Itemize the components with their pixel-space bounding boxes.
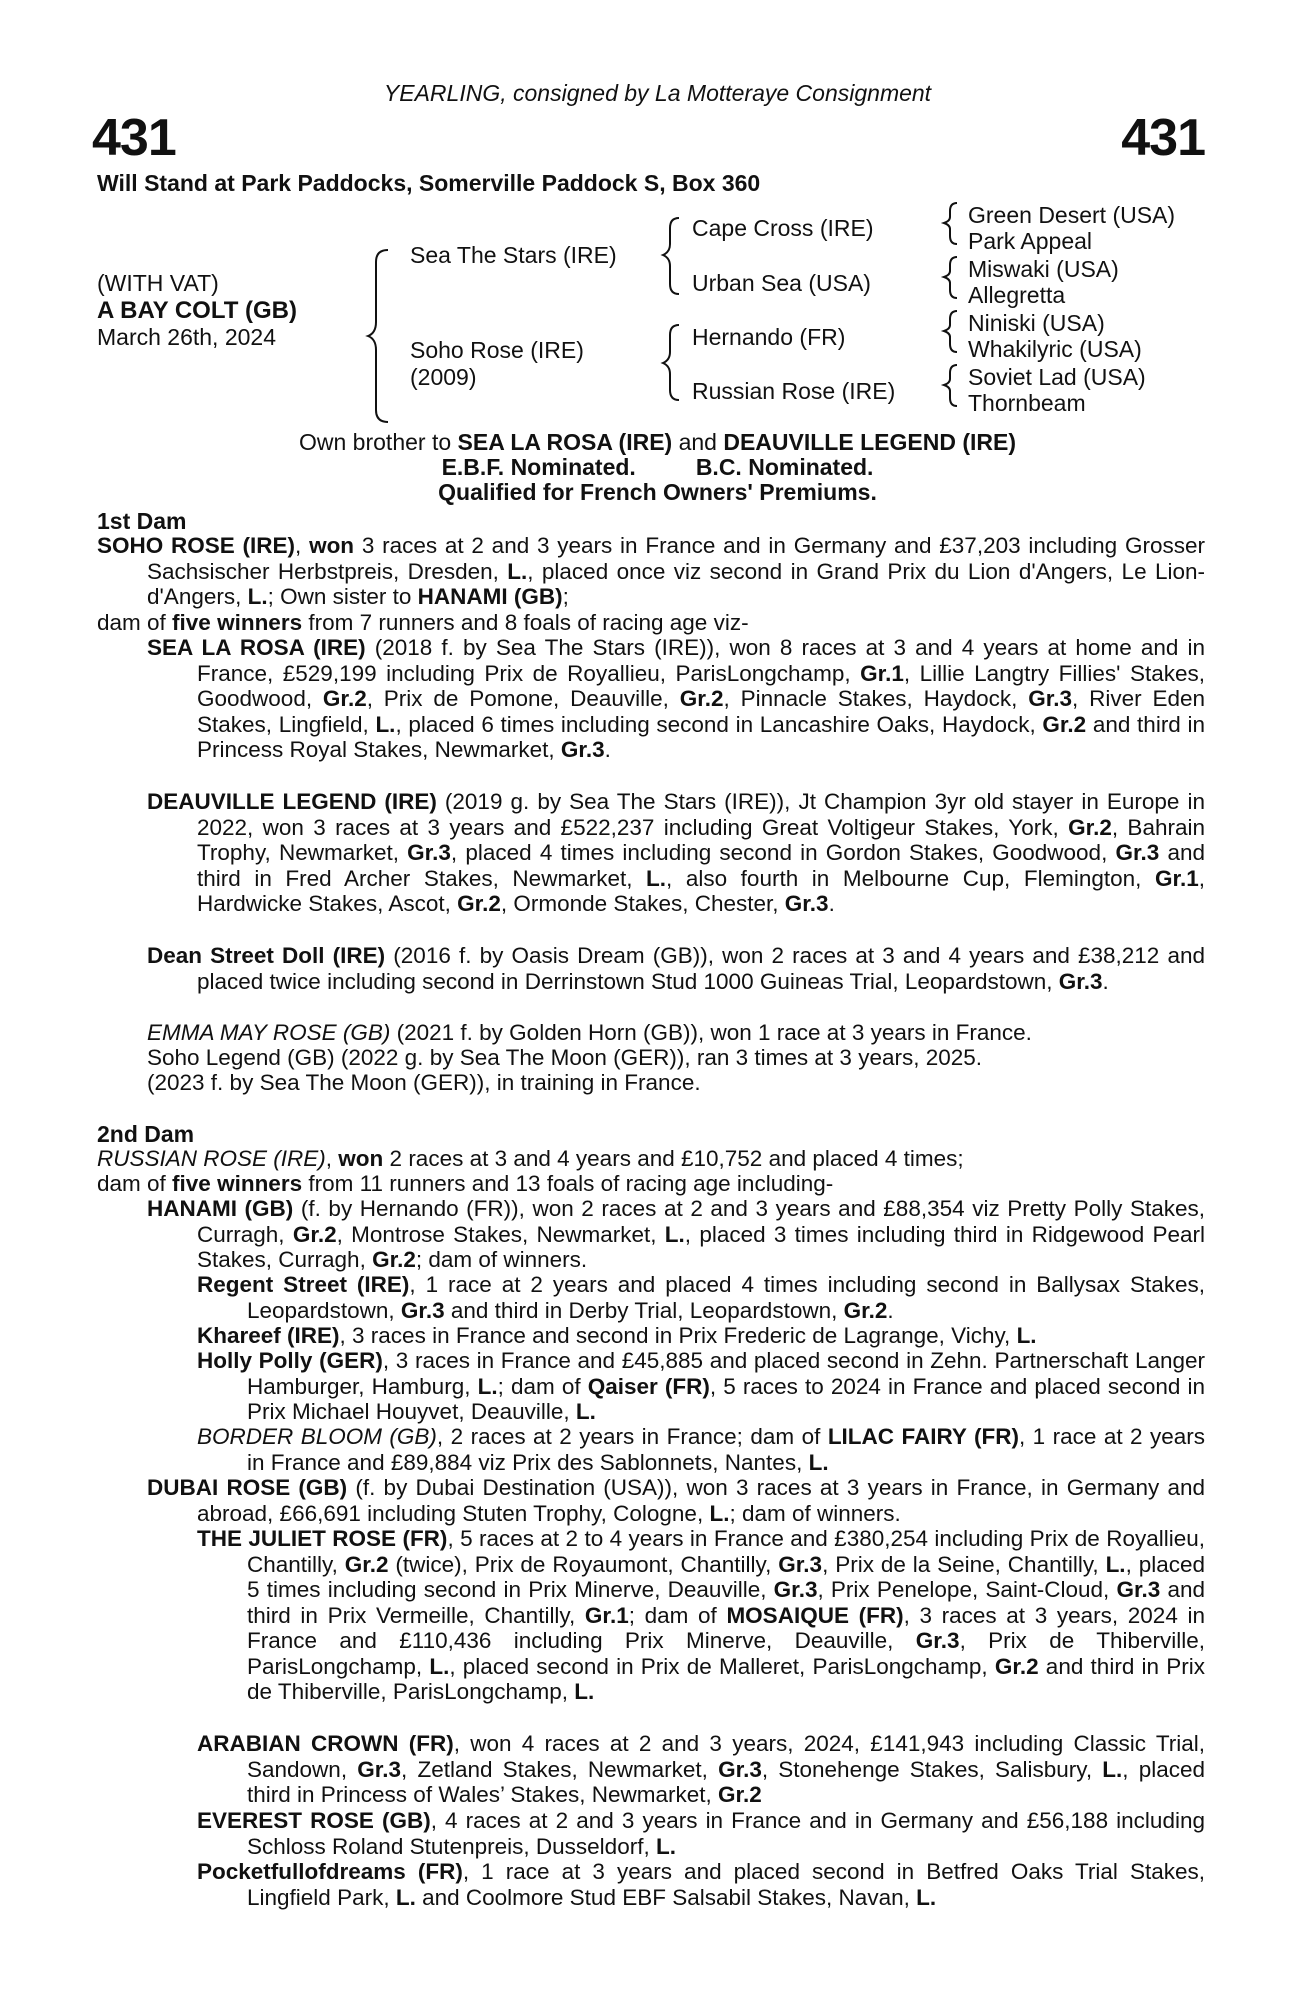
dam: Soho Rose (IRE) [410,337,584,363]
brace-generation-3-b [944,257,957,298]
vat-note: (WITH VAT) [97,270,219,296]
produce-pocketfullofdreams: Pocketfullofdreams (FR), 1 race at 3 years and placed second in Betfred Oaks Trial Stakes, Lingfield Park, L. and Coolmore Stud EBF Salsabil Stakes, Navan, L. [197,1859,1205,1910]
produce-the-juliet-rose: THE JULIET ROSE (FR), 5 races at 2 to 4 years in France and £380,254 including Prix de Royallieu, Chantilly, Gr.2 (twice), Prix de Royaumont, Chantilly, Gr.3, Prix de la Seine, Chantilly, L., placed 5 times including second in Prix Minerve, Deauville, Gr.3, Prix Penelope, Saint-Cloud, Gr.3 and third in Prix Vermeille, Chantilly, Gr.1; dam of MOSAIQUE (FR), 3 races at 3 years, 2024 in France and £110,436 including Prix Minerve, Deauville, Gr.3, Prix de Thiberville, ParisLongchamp, L., placed second in Prix de Malleret, ParisLongchamp, Gr.2 and third in Prix de Thiberville, ParisLongchamp, L. [197,1526,1206,1704]
produce-emma-may-rose: EMMA MAY ROSE (GB) (2021 f. by Golden Horn (GB)), won 1 race at 3 years in France. [147,1020,1032,1045]
produce-regent-street: Regent Street (IRE), 1 race at 2 years and placed 4 times including second in Ballysax Stakes, Leopardstown, Gr.3 and third in Derby Trial, Leopardstown, Gr.2. [197,1272,1205,1323]
brace-generation-3-d [944,365,957,406]
foaling-date: March 26th, 2024 [97,324,277,350]
produce-dean-street-doll: Dean Street Doll (IRE) (2016 f. by Oasis Dream (GB)), won 2 races at 3 and 4 years and £38,212 and placed twice including second in Derrinstown Stud 1000 Guineas Trial, Leopardstown, Gr.3. [147,943,1205,994]
brace-generation-2-top [663,218,679,294]
stand-location: Will Stand at Park Paddocks, Somerville Paddock S, Box 360 [97,170,761,196]
nomination-notes [0,430,1315,505]
consignment-line: YEARLING, consigned by La Motteraye Consignment [383,80,932,106]
first-dam-heading: 1st Dam [97,508,187,534]
dam-year: (2009) [410,364,477,390]
produce-soho-legend: Soho Legend (GB) (2022 g. by Sea The Moon (GER)), ran 3 times at 3 years, 2025. [147,1045,983,1070]
lot-number-left: 431 [92,109,176,167]
produce-hanami: HANAMI (GB) (f. by Hernando (FR)), won 2 races at 2 and 3 years and £88,354 viz Pretty Polly Stakes, Curragh, Gr.2, Montrose Stakes, Newmarket, L., placed 3 times including third in Ridgewood Pearl Stakes, Curragh, Gr.2; dam of winners. [147,1196,1206,1272]
grandsire-1: Green Desert (USA) [968,202,1176,228]
nomination-line: E.B.F. Nominated. B.C. Nominated. [441,454,874,480]
brace-generation-2-bottom [663,325,679,400]
second-dam-heading: 2nd Dam [97,1121,195,1147]
first-dam-paragraph: SOHO ROSE (IRE), won 3 races at 2 and 3 years in France and in Germany and £37,203 including Grosser Sachsischer Herbstpreis, Dresden, L., placed once viz second in Grand Prix du Lion d'Angers, Le Lion-d'Angers, L.; Own sister to HANAMI (GB); [97,533,1205,609]
second-dam-paragraph: RUSSIAN ROSE (IRE), won 2 races at 3 and 4 years and £10,752 and placed 4 times; [97,1146,964,1171]
produce-border-bloom: BORDER BLOOM (GB), 2 races at 2 years in France; dam of LILAC FAIRY (FR), 1 race at 2 years in France and £89,884 viz Prix des Sablonnets, Nantes, L. [197,1424,1206,1475]
produce-everest-rose: EVEREST ROSE (GB), 4 races at 2 and 3 years in France and in Germany and £56,188 including Schloss Roland Stutenpreis, Dusseldorf, L. [197,1808,1205,1859]
produce-arabian-crown: ARABIAN CROWN (FR), won 4 races at 2 and 3 years, 2024, £141,943 including Classic Trial, Sandown, Gr.3, Zetland Stakes, Newmarket, Gr.3, Stonehenge Stakes, Salisbury, L., placed third in Princess of Wales’ Stakes, Newmarket, Gr.2 [197,1731,1206,1807]
grandsire-4: Soviet Lad (USA) [968,364,1146,390]
produce-2023-filly: (2023 f. by Sea The Moon (GER)), in training in France. [147,1070,701,1095]
horse-title: A BAY COLT (GB) [97,297,298,324]
sire-dam: Urban Sea (USA) [692,270,871,296]
first-dam-produce-line: dam of five winners from 7 runners and 8 foals of racing age viz- [97,610,749,635]
granddam-4: Thornbeam [968,390,1086,416]
grandsire-3: Niniski (USA) [968,310,1105,336]
produce-sea-la-rosa: SEA LA ROSA (IRE) (2018 f. by Sea The Stars (IRE)), won 8 races at 3 and 4 years at home and in France, £529,199 including Prix de Royallieu, ParisLongchamp, Gr.1, Lillie Langtry Fillies' Stakes, Goodwood, Gr.2, Prix de Pomone, Deauville, Gr.2, Pinnacle Stakes, Haydock, Gr.3, River Eden Stakes, Lingfield, L., placed 6 times including second in Lancashire Oaks, Haydock, Gr.2 and third in Princess Royal Stakes, Newmarket, Gr.3. [147,635,1206,762]
produce-holly-polly: Holly Polly (GER), 3 races in France and £45,885 and placed second in Zehn. Partnerschaft Langer Hamburger, Hamburg, L.; dam of Qaiser (FR), 5 races to 2024 in France and placed second in Prix Michael Houyvet, Deauville, L. [197,1348,1206,1424]
granddam-2: Allegretta [968,282,1066,308]
brace-generation-3-a [944,203,957,244]
granddam-3: Whakilyric (USA) [968,336,1142,362]
lot-number-right: 431 [1121,109,1205,167]
own-brother-line: Own brother to SEA LA ROSA (IRE) and DEAUVILLE LEGEND (IRE) [299,429,1016,455]
produce-deauville-legend: DEAUVILLE LEGEND (IRE) (2019 g. by Sea The Stars (IRE)), Jt Champion 3yr old stayer in Europe in 2022, won 3 races at 3 years and £522,237 including Great Voltigeur Stakes, York, Gr.2, Bahrain Trophy, Newmarket, Gr.3, placed 4 times including second in Gordon Stakes, Goodwood, Gr.3 and third in Fred Archer Stakes, Newmarket, L., also fourth in Melbourne Cup, Flemington, Gr.1, Hardwicke Stakes, Ascot, Gr.2, Ormonde Stakes, Chester, Gr.3. [147,789,1205,916]
dam-dam: Russian Rose (IRE) [692,378,896,404]
produce-khareef: Khareef (IRE), 3 races in France and second in Prix Frederic de Lagrange, Vichy, L. [197,1323,1037,1348]
produce-dubai-rose: DUBAI ROSE (GB) (f. by Dubai Destination (USA)), won 3 races at 3 years in France, in Germany and abroad, £66,691 including Stuten Trophy, Cologne, L.; dam of winners. [147,1475,1205,1526]
french-premiums-line: Qualified for French Owners' Premiums. [438,479,877,505]
brace-generation-3-c [944,311,957,352]
dam-sire: Hernando (FR) [692,324,846,350]
second-dam-produce-line: dam of five winners from 11 runners and 13 foals of racing age including- [97,1171,834,1196]
sire: Sea The Stars (IRE) [410,242,617,268]
granddam-1: Park Appeal [968,228,1093,254]
sire-sire: Cape Cross (IRE) [692,215,874,241]
grandsire-2: Miswaki (USA) [968,256,1119,282]
brace-generation-1 [368,250,388,422]
